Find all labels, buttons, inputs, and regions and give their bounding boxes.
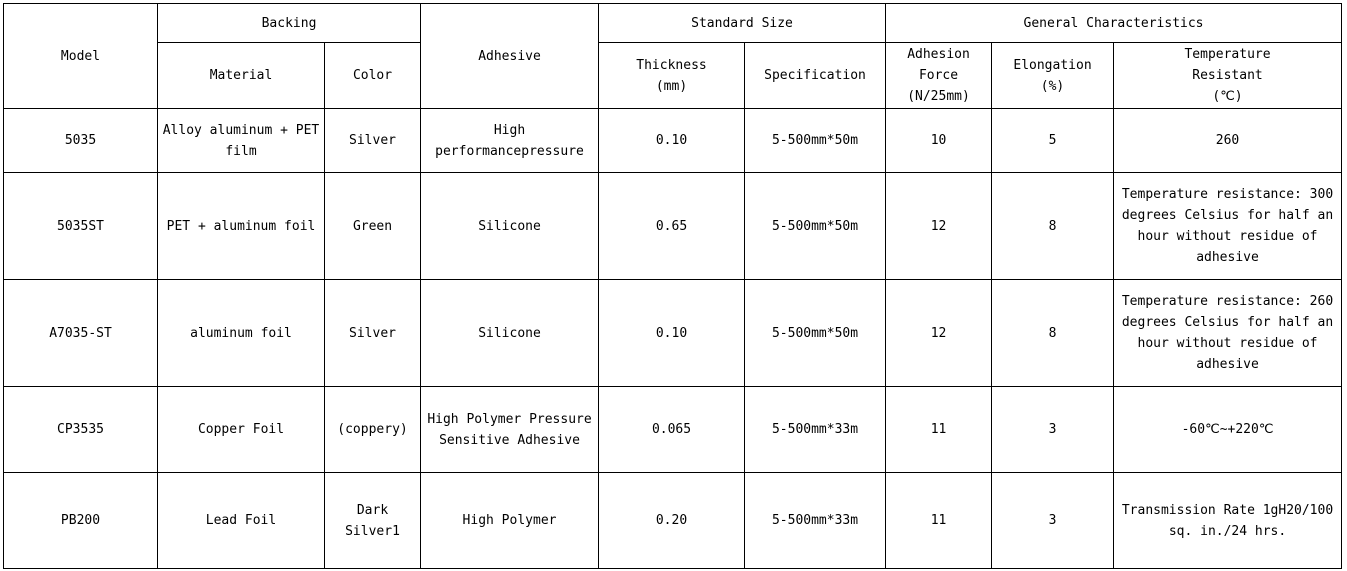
cell-temperature: Transmission Rate 1gH20/100 sq. in./24 hrs. [1114,473,1342,569]
table-row [4,280,1342,387]
cell-specification: 5-500mm*50m [745,280,886,387]
cell-elongation: 3 [992,387,1114,473]
cell-material: aluminum foil [158,280,325,387]
header-general-characteristics [886,4,1342,43]
cell-color: Green [325,173,421,280]
header-row-2 [4,43,1342,109]
header-backing-text: Backing [261,15,317,31]
cell-model: 5035ST [4,173,158,280]
cell-specification: 5-500mm*33m [745,473,886,569]
cell-material: Copper Foil [158,387,325,473]
spec-table [3,3,1342,569]
cell-temperature: -60℃~+220℃ [1114,387,1342,473]
header-temperature [1114,43,1342,109]
header-color [325,43,421,109]
cell-thickness: 0.065 [599,387,745,473]
header-model-text: Model [60,48,101,64]
header-standard-size [599,4,886,43]
cell-elongation: 3 [992,473,1114,569]
header-backing [158,4,421,43]
cell-adhesive: Silicone [421,173,599,280]
header-specification [745,43,886,109]
cell-thickness: 0.20 [599,473,745,569]
cell-adhesion: 11 [886,473,992,569]
cell-elongation: 5 [992,109,1114,173]
header-model [4,4,158,109]
header-elongation-line-2: (%) [1040,78,1065,94]
cell-model: PB200 [4,473,158,569]
header-adhesion-force [886,43,992,109]
cell-specification: 5-500mm*50m [745,109,886,173]
cell-adhesive: High performancepressure [421,109,599,173]
cell-thickness: 0.65 [599,173,745,280]
header-standard-size-text: Standard Size [691,15,793,31]
header-temperature-line-3: (℃) [1212,89,1243,104]
cell-color: Silver [325,109,421,173]
header-general-characteristics-text: General Characteristics [1023,15,1204,31]
cell-elongation: 8 [992,280,1114,387]
table-row [4,387,1342,473]
cell-adhesive: High Polymer [421,473,599,569]
table-row [4,473,1342,569]
header-adhesion-line-1: Adhesion [907,47,970,62]
cell-elongation: 8 [992,173,1114,280]
cell-temperature: Temperature resistance: 300 degrees Celsius for half an hour without residue of adhesive [1114,173,1342,280]
cell-model: 5035 [4,109,158,173]
cell-adhesion: 12 [886,173,992,280]
cell-model: A7035-ST [4,280,158,387]
cell-temperature: 260 [1114,109,1342,173]
header-thickness [599,43,745,109]
cell-material: Lead Foil [158,473,325,569]
cell-color: Silver [325,280,421,387]
header-temperature-line-2: Resistant [1192,68,1263,83]
header-row-1 [4,4,1342,43]
cell-material: Alloy aluminum + PET film [158,109,325,173]
header-color-text: Color [352,68,393,83]
header-adhesive [421,4,599,109]
header-elongation [992,43,1114,109]
header-specification-text: Specification [764,68,866,83]
header-material [158,43,325,109]
cell-specification: 5-500mm*33m [745,387,886,473]
cell-color: Dark Silver1 [325,473,421,569]
cell-material: PET + aluminum foil [158,173,325,280]
table-row [4,173,1342,280]
table-row [4,109,1342,173]
header-thickness-line-2: (mm) [655,78,688,94]
header-adhesion-line-3: (N/25mm) [907,89,970,104]
cell-thickness: 0.10 [599,109,745,173]
cell-adhesion: 11 [886,387,992,473]
cell-adhesion: 12 [886,280,992,387]
cell-adhesive: Silicone [421,280,599,387]
cell-model: CP3535 [4,387,158,473]
cell-temperature: Temperature resistance: 260 degrees Celsius for half an hour without residue of adhesive [1114,280,1342,387]
cell-color: (coppery) [325,387,421,473]
header-elongation-line-1: Elongation [1013,57,1092,73]
header-adhesive-text: Adhesive [478,48,541,64]
cell-adhesive: High Polymer Pressure Sensitive Adhesive [421,387,599,473]
header-thickness-line-1: Thickness [636,57,707,73]
cell-specification: 5-500mm*50m [745,173,886,280]
header-temperature-line-1: Temperature [1184,47,1271,62]
header-material-text: Material [209,68,273,83]
cell-adhesion: 10 [886,109,992,173]
cell-thickness: 0.10 [599,280,745,387]
header-adhesion-line-2: Force [918,68,959,83]
